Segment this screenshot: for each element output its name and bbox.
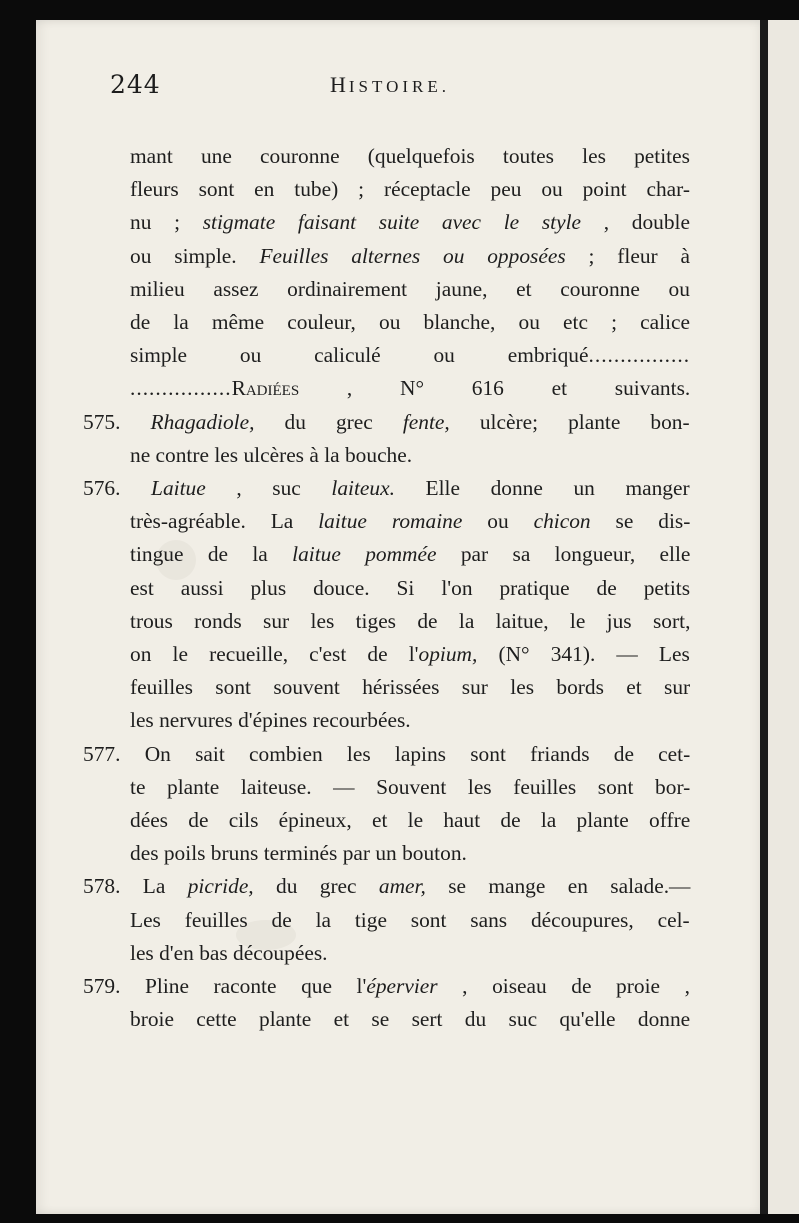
text-segment: dées de cils épineux, et le haut de la plante offre xyxy=(130,808,691,832)
text-line xyxy=(130,572,690,605)
text-line xyxy=(130,273,690,306)
text-line xyxy=(130,671,690,704)
text-segment: , double xyxy=(581,210,690,235)
dot-leader: ................ xyxy=(130,376,232,401)
italic-term: fente, xyxy=(402,409,450,434)
italic-term: Feuilles alternes ou opposées xyxy=(259,243,566,268)
text-segment: broie cette plante et se sert du suc qu'elle donne xyxy=(130,1007,691,1032)
text-segment: ulcère; plante bon- xyxy=(449,409,690,434)
text-segment: très-agréable. La xyxy=(130,509,319,534)
text-segment: , oiseau de proie , xyxy=(437,974,690,998)
italic-term: opium, xyxy=(418,642,478,666)
text-segment: on le recueille, c'est de l' xyxy=(130,642,419,666)
text-segment: de la même couleur, ou blanche, ou etc ; calice xyxy=(130,310,691,334)
text-segment: Pline raconte que l' xyxy=(145,974,367,998)
italic-term: stigmate faisant suite avec le style xyxy=(202,210,582,235)
text-segment: se dis- xyxy=(590,509,691,534)
text-line xyxy=(130,439,412,472)
page-number: 244 xyxy=(110,70,161,99)
dot-leader: ................ xyxy=(588,343,691,368)
text-segment: Elle donne un manger xyxy=(394,476,690,500)
text-segment: les d'en bas découpées. xyxy=(130,940,328,965)
text-segment: mant une couronne (quelquefois toutes les petites xyxy=(130,144,690,168)
italic-term: amer, xyxy=(378,874,426,899)
text-line xyxy=(130,206,690,239)
text-segment: des poils bruns terminés par un bouton. xyxy=(130,841,467,866)
text-segment: Les feuilles de la tige sont sans découpures, cel- xyxy=(130,907,690,932)
italic-term: chicon xyxy=(533,509,591,534)
paragraph-number: 579. xyxy=(83,974,121,998)
text-segment: ou xyxy=(462,509,534,534)
text-segment: du grec xyxy=(254,409,403,434)
running-head-rest: ISTOIRE. xyxy=(348,77,450,96)
paragraph-start-line xyxy=(83,472,690,505)
text-segment: par sa longueur, elle xyxy=(436,542,691,567)
paragraph-start-line xyxy=(83,406,690,439)
text-segment: ne contre les ulcères à la bouche. xyxy=(130,442,413,467)
running-head xyxy=(330,72,450,98)
text-segment: (N° 341). — Les xyxy=(477,642,690,666)
text-line xyxy=(130,538,690,571)
text-segment: ou simple. xyxy=(130,243,260,268)
text-segment: milieu assez ordinairement jaune, et couronne ou xyxy=(130,276,690,301)
paragraph-start-line xyxy=(83,970,690,1003)
italic-term: laitue pommée xyxy=(292,542,437,567)
paragraph-number: 577. xyxy=(83,741,121,766)
italic-term: Rhagadiole, xyxy=(150,409,255,434)
text-segment: simple ou caliculé ou embriqué xyxy=(130,343,589,368)
text-line xyxy=(130,505,690,538)
text-segment: feuilles sont souvent hérissées sur les bords et sur xyxy=(130,675,691,700)
text-line xyxy=(130,1003,690,1036)
text-line xyxy=(130,937,328,970)
text-line xyxy=(130,904,690,937)
text-segment: tingue de la xyxy=(130,542,293,567)
text-segment: se mange en salade.— xyxy=(425,874,691,899)
text-segment: La xyxy=(142,874,188,899)
italic-term: Laitue xyxy=(151,476,206,500)
text-segment: ; fleur à xyxy=(565,243,691,268)
text-segment: trous ronds sur les tiges de la laitue, le jus sort, xyxy=(130,608,691,633)
text-segment: du grec xyxy=(253,874,379,899)
text-segment: , suc xyxy=(205,476,332,500)
paragraph-start-line xyxy=(83,738,690,771)
text-segment: les nervures d'épines recourbées. xyxy=(130,708,411,733)
paragraph-number: 576. xyxy=(83,476,121,500)
text-line xyxy=(130,638,690,671)
italic-term: picride, xyxy=(187,874,254,899)
text-segment: On sait combien les lapins sont friands de cet- xyxy=(144,741,691,766)
text-segment: fleurs sont en tube) ; réceptacle peu ou point char- xyxy=(130,177,690,202)
text-line xyxy=(130,704,411,737)
text-segment: te plante laiteuse. — Souvent les feuilles sont bor- xyxy=(130,774,691,799)
text-line xyxy=(130,240,690,273)
text-line xyxy=(130,173,690,206)
text-line xyxy=(130,804,690,837)
text-segment: , N° 616 et suivants. xyxy=(299,376,691,401)
text-line xyxy=(130,339,690,372)
text-line xyxy=(130,837,467,870)
italic-term: laiteux. xyxy=(331,476,395,500)
paragraph-number: 575. xyxy=(83,409,121,434)
adjacent-page-edge xyxy=(768,20,799,1214)
italic-term: épervier xyxy=(366,974,438,998)
paragraph-start-line xyxy=(83,870,690,903)
text-segment: est aussi plus douce. Si l'on pratique de petits xyxy=(130,575,691,600)
running-head-initial: H xyxy=(330,72,349,97)
page-header xyxy=(110,70,665,110)
text-line xyxy=(130,140,690,173)
book-gutter xyxy=(760,20,768,1214)
text-line xyxy=(130,605,690,638)
paragraph-number: 578. xyxy=(83,874,121,899)
small-caps-term: Radiées xyxy=(231,376,300,401)
text-line xyxy=(130,771,690,804)
text-line xyxy=(130,372,690,405)
text-line xyxy=(130,306,690,339)
text-segment: nu ; xyxy=(130,210,203,235)
italic-term: laitue romaine xyxy=(318,509,463,534)
